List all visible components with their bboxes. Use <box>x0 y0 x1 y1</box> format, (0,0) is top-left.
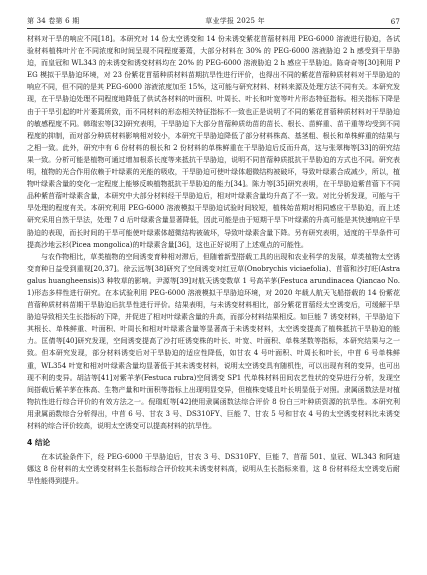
header-rule <box>27 28 400 29</box>
header-page-number: 67 <box>390 18 400 26</box>
discussion-paragraph-1: 材料对干旱的响应不同[18]。本研究对 14 份太空诱变和 14 份未诱变紫花苜蓿材料用 PEG-6000 溶液进行胁迫，各试验材料植株叶片在不同浓度和时间呈现不同程度萎蔫，大部分材料在 30% 的 PEG-6000 溶液胁迫 2 h 感受到干旱胁迫，而皇冠和 WL343 的未诱变和诱变材料均在 20% 的 PEG-6000 溶液胁迫 2 h 感应干旱胁迫。陈奇奇等[30]利用 PEG 模拟干旱胁迫环境，对 23 份紫花苜蓿种质材料苗期抗旱性进行评价，也得出不同的紫花苜蓿种质材料对干旱胁迫的响应不同，但不同的是其 PEG-6000 溶液浓度加至 15%，这可能与研究材料、材料来源及处理方法不同有关。本研究发现，在干旱胁迫处理不同程度地降低了供试各材料的叶面积、叶周长、叶长和叶宽等叶片形态特征指标。相关指标下降是由于干旱引起的叶片萎蔫所致，而不同材料的形态相关特征指标不一致也正是说明了不同的紫花苜蓿种质材料对干旱胁迫的敏感程度不同。韩瑞宏等[32]研究表明，干旱胁迫下大部分苜蓿种质幼苗的苗长、根长、苗鲜重、苗干重等均受到不同程度的抑制，而对部分种质材料影响相对较小，本研究干旱胁迫降低了部分材料株高、基茎粗、根长和单株鲜重的结果与之相一致。此外，研究中有 6 份材料的根长和 2 份材料的单株鲜重在干旱胁迫后反而升高，这与张翠梅等[33]的研究结果一致。分析可能是植物可通过增加根系长度等来抵抗干旱胁迫，说明不同苜蓿种质抵抗干旱胁迫的方式也不同。研究表明，植物的光合作用依赖于叶绿素的光能的吸收，干旱胁迫可使叶绿体超微结构被破坏，导致叶绿素合成减少，所以，植物叶绿素含量的变化一定程度上能够反映植物抵抗干旱胁迫的能力[34]。陈力等[35]研究表明，在干旱胁迫紫苜蓿下不同品种紫苜蓿叶绿素含量，本研究中大部分材料经干旱胁迫后，相对叶绿素含量均升高了不一致。对比分析发现，可能与干旱处理的程度有关。本研究利用 PEG-6000 溶液模拟干旱胁迫试验时间较短，植株始苗期对相同感应干旱胁迫，而上述研究采用自然干旱法，处理 7 d 后叶绿素含量显著降低，因此可能是由于短期干旱下叶绿素的升高可能是其快速响应干旱胁迫的表现，而长时间的干旱可能使叶绿素体超微结构被破坏，导致叶绿素含量下降。另有研究表明，适度的干旱条件可提高沙地云杉(Picea mongolica)的叶绿素含量[36]，这也正好说明了上述观点的可能性。 <box>27 35 400 249</box>
article-body <box>27 33 400 487</box>
running-header <box>27 14 400 26</box>
header-volume: 第 34 卷第 6 期 <box>27 17 80 25</box>
conclusion-paragraph: 在本试验条件下，经 PEG-6000 干旱胁迫后，甘农 3 号、DS310FY、巨能 7、苜蓿 501、皇冠、WL343 和阿迪娜这 8 份材料的太空诱变材料生长指标综合评价较其未诱变材料高，说明从生长指标来看，这 8 份材料经太空诱变后耐旱性能得到提升。 <box>27 453 400 486</box>
header-journal: 草业学报 2025 年 <box>205 17 265 25</box>
conclusion-heading: 4 结论 <box>27 438 51 448</box>
discussion-paragraph-2: 与农作物相比，草类植物的空间诱变育种相对滞后，但随着新型搭载工具的出现和农业科学的发展，草类植物太空诱变育种日益受到重视[20,37]。徐云远等[38]研究了空间诱变对红豆草(Onobrychis viciaefolia)、苜蓿和沙打旺(Astragalus huangheensis)3 种牧草的影响。尹源等[39]对航天诱变数草 1 号高羊茅(Festuca arundinacea Qiancao No. 1)形态多样性进行研究。在本试验利用 PEG-6000 溶液模拟干旱胁迫环境，对 2020 年载人航天飞船搭载的 14 份紫花苜蓿种质材料苗期干旱胁迫后抗旱性进行评价。结果表明，与未诱变材料相比，部分紫花苜蓿经太空诱变后，可缓解干旱胁迫导致相关生长指标的下降，并促进了相对叶绿素含量的升高，而部分材料结果相反。如巨能 7 诱变材料，干旱胁迫下其根长、单株鲜重、叶面积、叶周长和相对叶绿素含量等显著高于未诱变材料，太空诱变提高了植株抵抗干旱胁迫的能力。匡倩等[40]研究发现，空间诱变提高了沙打旺诱变株的叶长、叶宽、叶面积、单株茎数等指标，本研究结果与之一致。但本研究发现，部分材料诱变后对干旱胁迫的适应性降低，如甘农 4 号叶面积、叶周长和叶长，中苜 6 号单株鲜重，WL354 叶宽和相对叶绿素含量均显著低于其未诱变材料，说明太空诱变具有随机性，可以出现有利的变异，也可出现不利的变异。胡洁等[41]对紫羊茅(Festuca rubra)空间诱变 SP1 代单株材料田间农艺性状的变异进行分析，发现空间搭载后紫羊茅在株高、生物产量和叶面积等指标上出现明显变异，但植株变矮且叶长明显低于对照。隶属函数法是对植物抗性进行综合评价的有效方法之一。倪瑞虹等[42]使用隶属函数法综合评价 8 份白三叶种质资源的抗旱性。本研究利用隶属函数综合分析得出，中苜 6 号、甘农 3 号、DS310FY、巨能 7、甘农 5 号和甘农 4 号的太空诱变材料比未诱变材料的综合评价较高，说明太空诱变可以提高材料的抗旱性。 <box>27 252 400 430</box>
